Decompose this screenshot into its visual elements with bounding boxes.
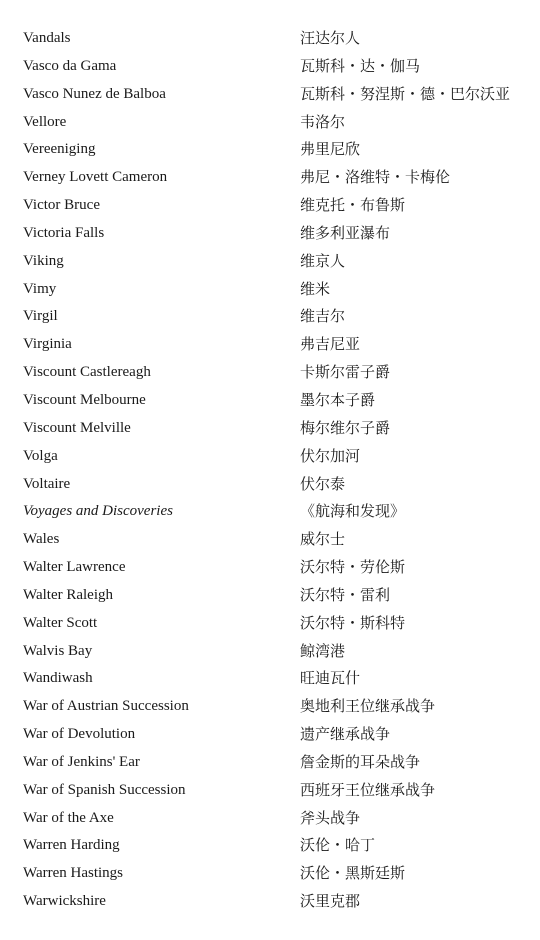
english-term: Vasco Nunez de Balboa bbox=[23, 85, 166, 102]
glossary-row bbox=[0, 525, 540, 553]
chinese-translation: 威尔士 bbox=[300, 530, 346, 549]
chinese-translation: 维吉尔 bbox=[300, 307, 346, 326]
chinese-translation: 维米 bbox=[300, 279, 331, 298]
chinese-translation: 沃伦・黑斯廷斯 bbox=[300, 864, 406, 883]
chinese-translation: 沃尔特・雷利 bbox=[300, 585, 391, 604]
glossary-row bbox=[0, 720, 540, 748]
glossary-row bbox=[0, 108, 540, 136]
glossary-row bbox=[0, 804, 540, 832]
glossary-row bbox=[0, 887, 540, 915]
english-term: War of the Axe bbox=[23, 809, 114, 826]
glossary-row bbox=[0, 692, 540, 720]
english-term: War of Devolution bbox=[23, 726, 136, 743]
glossary-row bbox=[0, 776, 540, 804]
glossary-row bbox=[0, 247, 540, 275]
english-term: Vereeniging bbox=[23, 141, 96, 158]
english-term: Warren Harding bbox=[23, 837, 120, 854]
glossary-row bbox=[0, 80, 540, 108]
chinese-translation: 《航海和发现》 bbox=[300, 502, 406, 521]
chinese-translation: 墨尔本子爵 bbox=[300, 390, 376, 409]
chinese-translation: 维多利亚瀑布 bbox=[300, 223, 391, 242]
english-term: Viscount Castlereagh bbox=[23, 364, 151, 381]
chinese-translation: 弗里尼欣 bbox=[300, 140, 361, 159]
chinese-translation: 沃尔特・劳伦斯 bbox=[300, 558, 406, 577]
glossary-row bbox=[0, 470, 540, 498]
glossary-row bbox=[0, 414, 540, 442]
glossary-row bbox=[0, 24, 540, 52]
glossary-row bbox=[0, 52, 540, 80]
english-term: Walter Raleigh bbox=[23, 586, 114, 603]
english-term: Voyages and Discoveries bbox=[23, 503, 173, 520]
glossary-row bbox=[0, 442, 540, 470]
english-term: War of Austrian Succession bbox=[23, 698, 189, 715]
glossary-row bbox=[0, 358, 540, 386]
chinese-translation: 韦洛尔 bbox=[300, 112, 346, 131]
english-term: Virginia bbox=[23, 336, 72, 353]
chinese-translation: 维克托・布鲁斯 bbox=[300, 196, 406, 215]
chinese-translation: 维京人 bbox=[300, 251, 346, 270]
glossary-row bbox=[0, 497, 540, 525]
english-term: Walter Scott bbox=[23, 614, 98, 631]
glossary-row bbox=[0, 637, 540, 665]
english-term: Viking bbox=[23, 252, 64, 269]
glossary-row bbox=[0, 386, 540, 414]
english-term: Verney Lovett Cameron bbox=[23, 169, 168, 186]
glossary-row bbox=[0, 191, 540, 219]
english-term: Vellore bbox=[23, 113, 67, 130]
english-term: Walter Lawrence bbox=[23, 559, 126, 576]
chinese-translation: 西班牙王位继承战争 bbox=[300, 780, 436, 799]
english-term: Voltaire bbox=[23, 475, 71, 492]
chinese-translation: 鲸湾港 bbox=[300, 641, 346, 660]
chinese-translation: 弗尼・洛维特・卡梅伦 bbox=[300, 168, 451, 187]
glossary-row bbox=[0, 219, 540, 247]
english-term: Vasco da Gama bbox=[23, 57, 117, 74]
chinese-translation: 詹金斯的耳朵战争 bbox=[300, 752, 421, 771]
english-term: Warren Hastings bbox=[23, 865, 124, 882]
glossary-row bbox=[0, 302, 540, 330]
english-term: War of Spanish Succession bbox=[23, 781, 186, 798]
glossary-row bbox=[0, 163, 540, 191]
english-term: Warwickshire bbox=[23, 893, 106, 910]
chinese-translation: 沃尔特・斯科特 bbox=[300, 613, 406, 632]
glossary-row bbox=[0, 859, 540, 887]
chinese-translation: 卡斯尔雷子爵 bbox=[300, 363, 391, 382]
english-term: War of Jenkins' Ear bbox=[23, 753, 140, 770]
english-term: Wales bbox=[23, 531, 60, 548]
chinese-translation: 弗吉尼亚 bbox=[300, 335, 361, 354]
chinese-translation: 旺迪瓦什 bbox=[300, 669, 361, 688]
chinese-translation: 伏尔加河 bbox=[300, 446, 361, 465]
chinese-translation: 斧头战争 bbox=[300, 808, 361, 827]
chinese-translation: 梅尔维尔子爵 bbox=[300, 418, 391, 437]
glossary-row bbox=[0, 664, 540, 692]
chinese-translation: 汪达尔人 bbox=[300, 29, 361, 47]
english-term: Wandiwash bbox=[23, 670, 93, 687]
english-term: Victor Bruce bbox=[23, 197, 100, 214]
glossary-row bbox=[0, 135, 540, 163]
glossary-row bbox=[0, 831, 540, 859]
english-term: Vandals bbox=[23, 30, 71, 46]
chinese-translation: 瓦斯科・达・伽马 bbox=[300, 56, 421, 75]
english-term: Viscount Melville bbox=[23, 419, 131, 436]
english-term: Walvis Bay bbox=[23, 642, 93, 659]
glossary-row bbox=[0, 748, 540, 776]
english-term: Victoria Falls bbox=[23, 224, 105, 241]
glossary-row bbox=[0, 553, 540, 581]
glossary-row bbox=[0, 581, 540, 609]
chinese-translation: 沃伦・哈丁 bbox=[300, 836, 376, 855]
english-term: Virgil bbox=[23, 308, 58, 325]
glossary-table bbox=[0, 24, 540, 915]
chinese-translation: 瓦斯科・努涅斯・德・巴尔沃亚 bbox=[300, 84, 511, 103]
chinese-translation: 伏尔泰 bbox=[300, 474, 346, 493]
english-term: Viscount Melbourne bbox=[23, 391, 146, 408]
glossary-row bbox=[0, 609, 540, 637]
english-term: Vimy bbox=[23, 280, 57, 297]
glossary-row bbox=[0, 330, 540, 358]
chinese-translation: 遗产继承战争 bbox=[300, 725, 391, 744]
english-term: Volga bbox=[23, 447, 58, 464]
chinese-translation: 沃里克郡 bbox=[300, 892, 361, 911]
chinese-translation: 奥地利王位继承战争 bbox=[300, 697, 436, 716]
glossary-row bbox=[0, 275, 540, 303]
